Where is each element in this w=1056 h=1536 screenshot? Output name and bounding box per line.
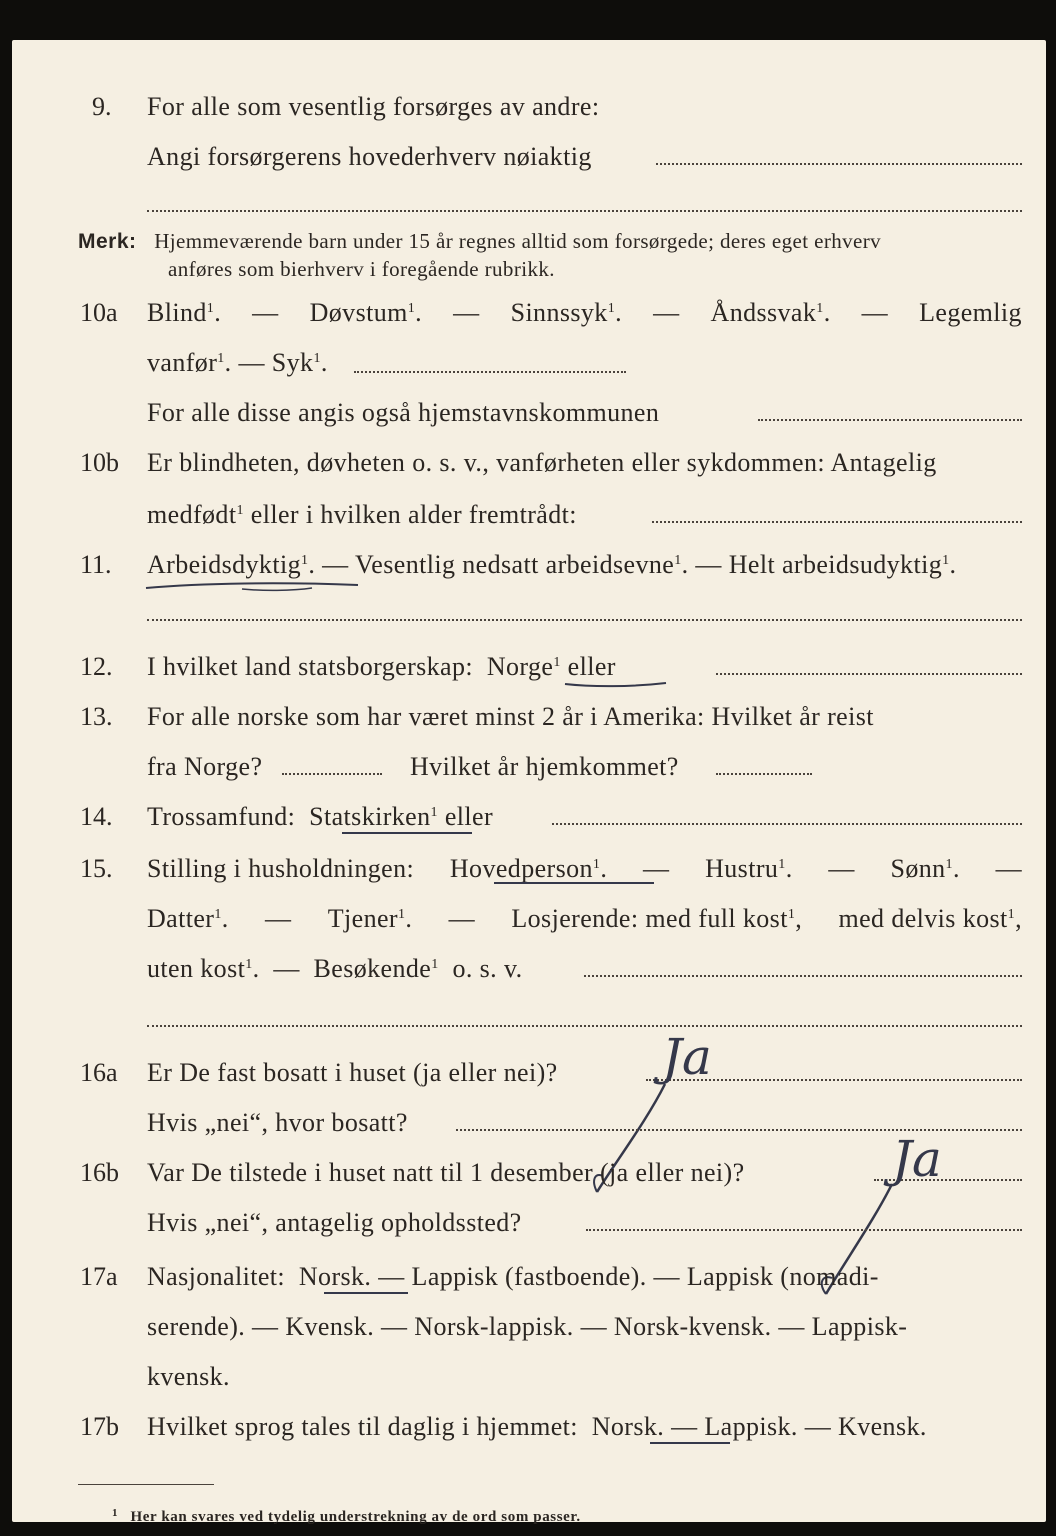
footnote: $^1$ Her kan svares ved tydelig understrekning av de ord som passer.: [112, 1507, 581, 1525]
answer-field-hjemstavn[interactable]: [758, 419, 1022, 421]
merk-line-1: Hjemmeværende barn under 15 år regnes alltid som forsørgede; deres eget erhverv: [154, 229, 882, 253]
option-sonn[interactable]: Sønn: [890, 854, 946, 883]
item-13-line-2b: Hvilket år hjemkommet?: [410, 752, 679, 781]
option-besokende[interactable]: Besøkende: [313, 954, 432, 983]
pen-underline-arbeidsdyktig: [142, 578, 362, 598]
item-14-line: Trossamfund: Statskirken$^1$ eller: [147, 802, 494, 831]
answer-field-10b[interactable]: [652, 521, 1022, 523]
option-sinnssyk[interactable]: Sinnssyk: [510, 298, 608, 327]
item-number: 16b: [80, 1158, 119, 1187]
item-10b-line-1: Er blindheten, døvheten o. s. v., vanførheten eller sykdommen: Antagelig: [147, 448, 937, 477]
item-15-line-3: uten kost$^1$. — Besøkende$^1$ o. s. v.: [147, 954, 523, 983]
option-nedsatt[interactable]: Vesentlig nedsatt arbeidsevne: [355, 550, 675, 579]
item-9-line-2: Angi forsørgerens hovederhverv nøiaktig: [147, 142, 592, 171]
item-17a-line-2: serende). — Kvensk. — Norsk-lappisk. — Norsk-kvensk. — Lappisk-: [147, 1312, 908, 1341]
answer-field-9[interactable]: [656, 163, 1022, 165]
option-udyktig[interactable]: Helt arbeidsudyktig: [728, 550, 943, 579]
item-10a-line-3: For alle disse angis også hjemstavnskommunen: [147, 398, 660, 427]
option-legemlig[interactable]: Legemlig: [919, 298, 1022, 327]
item-13-line-1: For alle norske som har været minst 2 år i Amerika: Hvilket år reist: [147, 702, 874, 731]
census-form-page: [12, 40, 1046, 1525]
option-blind[interactable]: Blind: [147, 298, 207, 327]
item-17a-line-1: Nasjonalitet: Norsk. — Lappisk (fastboende). — Lappisk (nomadi-: [147, 1262, 879, 1291]
footnote-rule: [78, 1484, 214, 1485]
option-hovedperson[interactable]: Hovedperson: [449, 854, 593, 883]
option-norsk-sprog[interactable]: Norsk.: [591, 1412, 665, 1441]
item-number: 9.: [92, 92, 112, 121]
answer-field-13-hjem[interactable]: [716, 773, 812, 775]
item-number: 12.: [80, 652, 113, 681]
item-number: 16a: [80, 1058, 118, 1087]
option-dovstum[interactable]: Døvstum: [309, 298, 408, 327]
answer-field-9b[interactable]: [147, 210, 1022, 212]
item-15-line-1: Stilling i husholdningen: Hovedperson$^1$. — Hustru$^1$. — Sønn$^1$. —: [147, 854, 1022, 883]
item-number: 15.: [80, 854, 113, 883]
item-10a-line-2: vanfør$^1$. — Syk$^1$.: [147, 348, 328, 377]
item-number: 17a: [80, 1262, 118, 1291]
item-13-line-2a: fra Norge?: [147, 752, 263, 781]
answer-field-14[interactable]: [552, 823, 1022, 825]
option-hustru[interactable]: Hustru: [705, 854, 779, 883]
option-uten-kost[interactable]: uten kost: [147, 954, 246, 983]
option-arbeidsdyktig[interactable]: Arbeidsdyktig$^1$.: [147, 550, 316, 579]
pen-underline-norsk-sprog: [650, 1442, 730, 1444]
answer-field-11[interactable]: [147, 619, 1022, 621]
item-number: 17b: [80, 1412, 119, 1441]
pen-underline-norsk: [324, 1292, 408, 1294]
option-vanfor[interactable]: vanfør: [147, 348, 218, 377]
option-medfodt[interactable]: medfødt: [147, 500, 237, 529]
option-full-kost[interactable]: Losjerende: med full kost: [511, 904, 788, 933]
item-17b-line: Hvilket sprog tales til daglig i hjemmet: Norsk. — Lappisk. — Kvensk.: [147, 1412, 927, 1441]
item-number: 10b: [80, 448, 119, 477]
option-norsk[interactable]: Norsk.: [298, 1262, 372, 1291]
answer-field-12[interactable]: [716, 673, 1022, 675]
item-11-line: Arbeidsdyktig$^1$. — Vesentlig nedsatt arbeidsevne$^1$. — Helt arbeidsudyktig$^1$.: [147, 550, 957, 579]
item-16b-line-1: Var De tilstede i huset natt til 1 desember (ja eller nei)?: [147, 1158, 745, 1187]
pen-underline-statskirken: [342, 832, 472, 834]
answer-field-13-reist[interactable]: [282, 773, 382, 775]
item-number: 11.: [80, 550, 112, 579]
option-statskirken[interactable]: Statskirken$^1$: [309, 802, 438, 831]
item-16a-line-2: Hvis „nei“, hvor bosatt?: [147, 1108, 408, 1137]
item-16a-line-1: Er De fast bosatt i huset (ja eller nei)?: [147, 1058, 558, 1087]
answer-field-15b[interactable]: [147, 1025, 1022, 1027]
item-12-line: I hvilket land statsborgerskap: Norge$^1$ eller: [147, 652, 616, 681]
merk-label: Merk:: [78, 230, 137, 253]
item-number: 10a: [80, 298, 118, 327]
option-norge[interactable]: Norge$^1$: [486, 652, 561, 681]
item-10b-line-2: medfødt$^1$ eller i hvilken alder fremtrådt:: [147, 500, 577, 529]
option-tjener[interactable]: Tjener: [327, 904, 398, 933]
handwritten-answer-16a: Ja: [662, 1028, 712, 1086]
handwritten-answer-16b: Ja: [892, 1130, 942, 1188]
answer-field-16b-opholdssted[interactable]: [586, 1229, 1022, 1231]
option-syk[interactable]: Syk: [271, 348, 314, 377]
item-15-line-2: Datter$^1$. — Tjener$^1$. — Losjerende: med full kost$^1$, med delvis kost$^1$,: [147, 904, 1022, 933]
item-10a-line-1: Blind$^1$. — Døvstum$^1$. — Sinnssyk$^1$. — Åndssvak$^1$. — Legemlig: [147, 298, 1022, 327]
item-9-line-1: For alle som vesentlig forsørges av andre:: [147, 92, 600, 121]
answer-field-10a-syk[interactable]: [354, 371, 626, 373]
option-delvis-kost[interactable]: med delvis kost: [838, 904, 1008, 933]
item-number: 13.: [80, 702, 113, 731]
option-datter[interactable]: Datter: [147, 904, 215, 933]
item-number: 14.: [80, 802, 113, 831]
merk-note: [78, 226, 881, 257]
pen-underline-hovedperson: [494, 882, 654, 884]
item-17a-line-3: kvensk.: [147, 1362, 230, 1391]
merk-line-2: anføres som bierhverv i foregående rubrikk.: [168, 257, 555, 281]
answer-field-15[interactable]: [584, 975, 1022, 977]
item-16b-line-2: Hvis „nei“, antagelig opholdssted?: [147, 1208, 522, 1237]
option-andssvak[interactable]: Åndssvak: [710, 298, 817, 327]
